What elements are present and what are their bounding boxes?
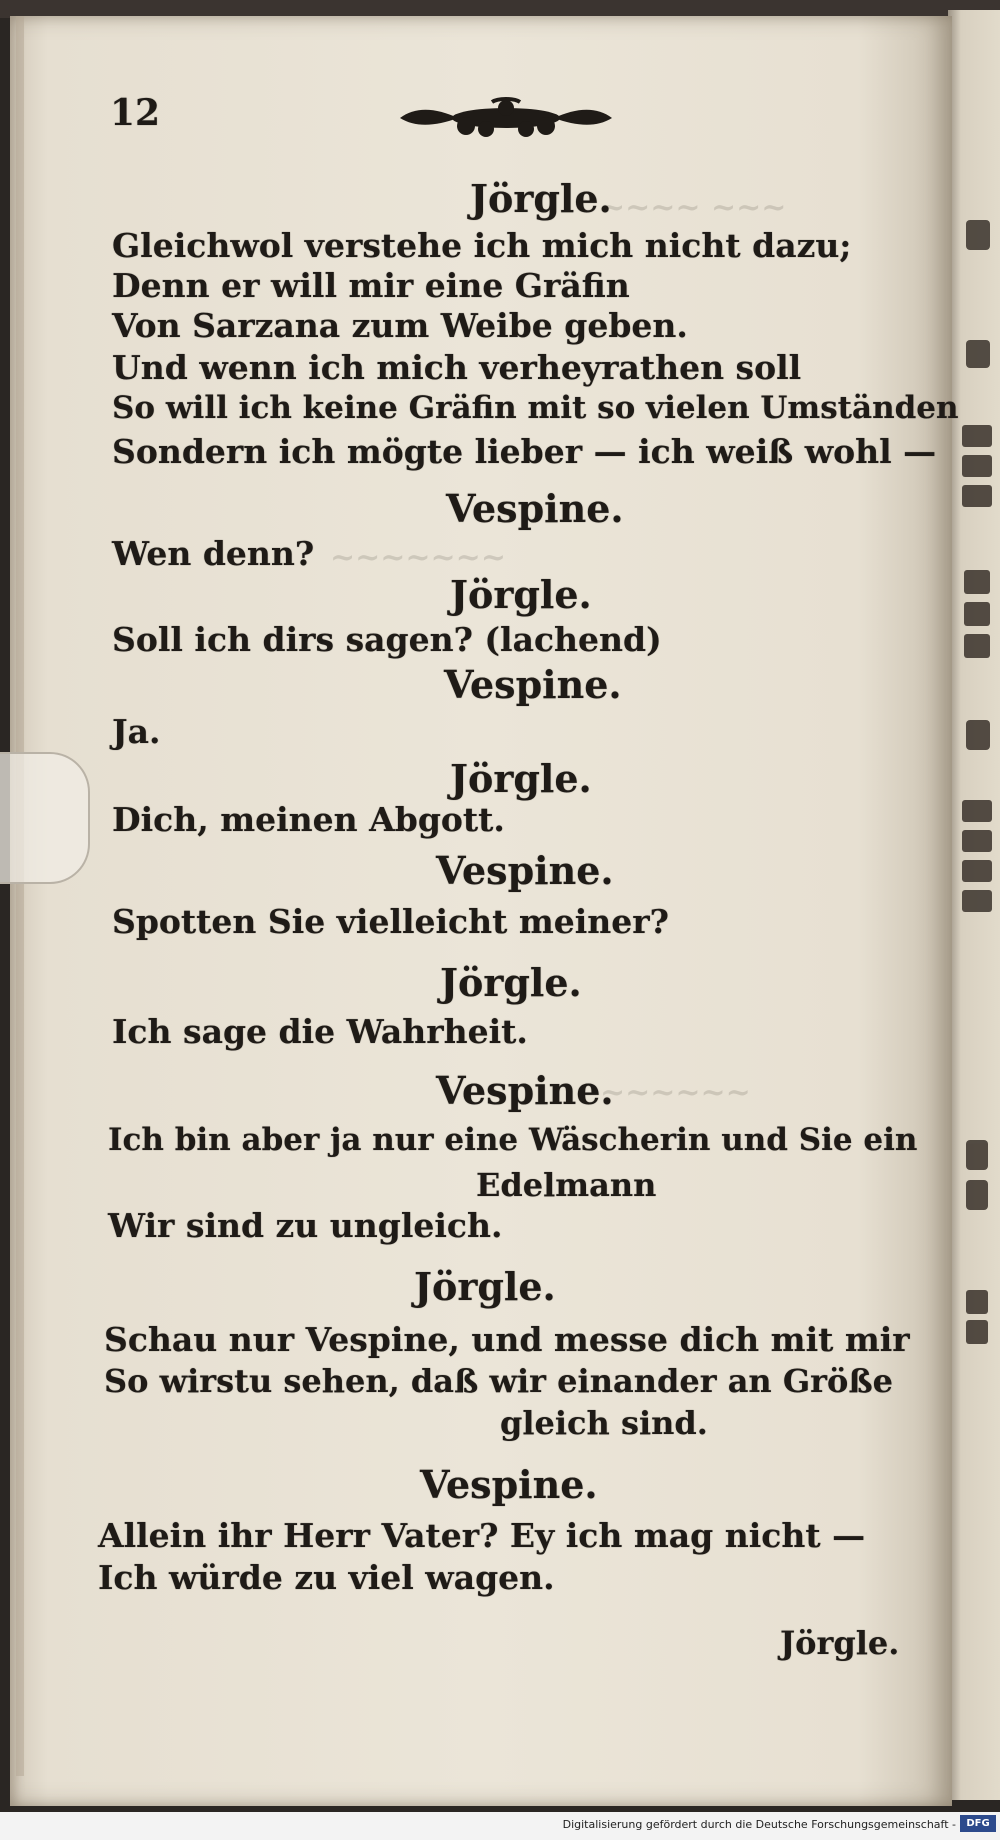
verse-line: Ja.: [112, 712, 161, 751]
verse-line: Dich, meinen Abgott.: [112, 800, 505, 839]
bleed-through: ~~~~ ~~~: [600, 190, 787, 225]
verse-line: Von Sarzana zum Weibe geben.: [112, 306, 688, 345]
verse-line: Spotten Sie vielleicht meiner?: [112, 902, 670, 941]
verse-line-turnover: gleich sind.: [500, 1404, 708, 1442]
speaker-heading: Vespine.: [436, 1068, 614, 1113]
verse-line: So wirstu sehen, daß wir einander an Größe: [104, 1362, 894, 1400]
verse-line: Gleichwol verstehe ich mich nicht dazu;: [112, 226, 852, 265]
verse-line: Schau nur Vespine, und messe dich mit mir: [104, 1320, 910, 1359]
verse-line: Ich bin aber ja nur eine Wäscherin und Sie ein: [108, 1122, 918, 1158]
verse-line: Denn er will mir eine Gräfin: [112, 266, 630, 305]
verse-line: Sondern ich mögte lieber — ich weiß wohl —: [112, 432, 937, 471]
verse-line: Ich sage die Wahrheit.: [112, 1012, 528, 1051]
speaker-heading: Vespine.: [436, 848, 614, 893]
speaker-heading: Jörgle.: [414, 1264, 556, 1309]
speaker-heading: Jörgle.: [470, 176, 612, 221]
speaker-heading: Jörgle.: [450, 572, 592, 617]
ornament-icon: [396, 96, 616, 142]
verse-line: Ich würde zu viel wagen.: [98, 1558, 555, 1597]
speaker-heading: Vespine.: [446, 486, 624, 531]
digitization-credit: Digitalisierung gefördert durch die Deutsche Forschungsgemeinschaft -: [562, 1818, 956, 1831]
verse-line: Allein ihr Herr Vater? Ey ich mag nicht —: [98, 1516, 866, 1555]
bleed-through: ~~~~~~~: [330, 540, 506, 575]
verse-line: Wen denn?: [112, 534, 315, 573]
dfg-logo: DFG: [960, 1815, 996, 1832]
speaker-heading: Jörgle.: [450, 756, 592, 801]
verse-line: Und wenn ich mich verheyrathen soll: [112, 348, 802, 387]
verse-line: So will ich keine Gräfin mit so vielen Umständen: [112, 390, 959, 426]
verse-line: Soll ich dirs sagen? (lachend): [112, 620, 662, 659]
bleed-through: ~~~~~~: [600, 1075, 751, 1110]
verse-line-turnover: Edelmann: [476, 1166, 657, 1204]
adjacent-page-text-fragments: [948, 10, 1000, 1800]
speaker-heading: Vespine.: [444, 662, 622, 707]
page-number: 12: [110, 92, 161, 134]
page-gutter-shadow: [16, 16, 24, 1776]
catchword: Jörgle.: [780, 1624, 900, 1662]
speaker-heading: Vespine.: [420, 1462, 598, 1507]
speaker-heading: Jörgle.: [440, 960, 582, 1005]
book-clip: [0, 752, 90, 884]
verse-line: Wir sind zu ungleich.: [108, 1206, 503, 1245]
adjacent-page-edge: [948, 10, 1000, 1800]
